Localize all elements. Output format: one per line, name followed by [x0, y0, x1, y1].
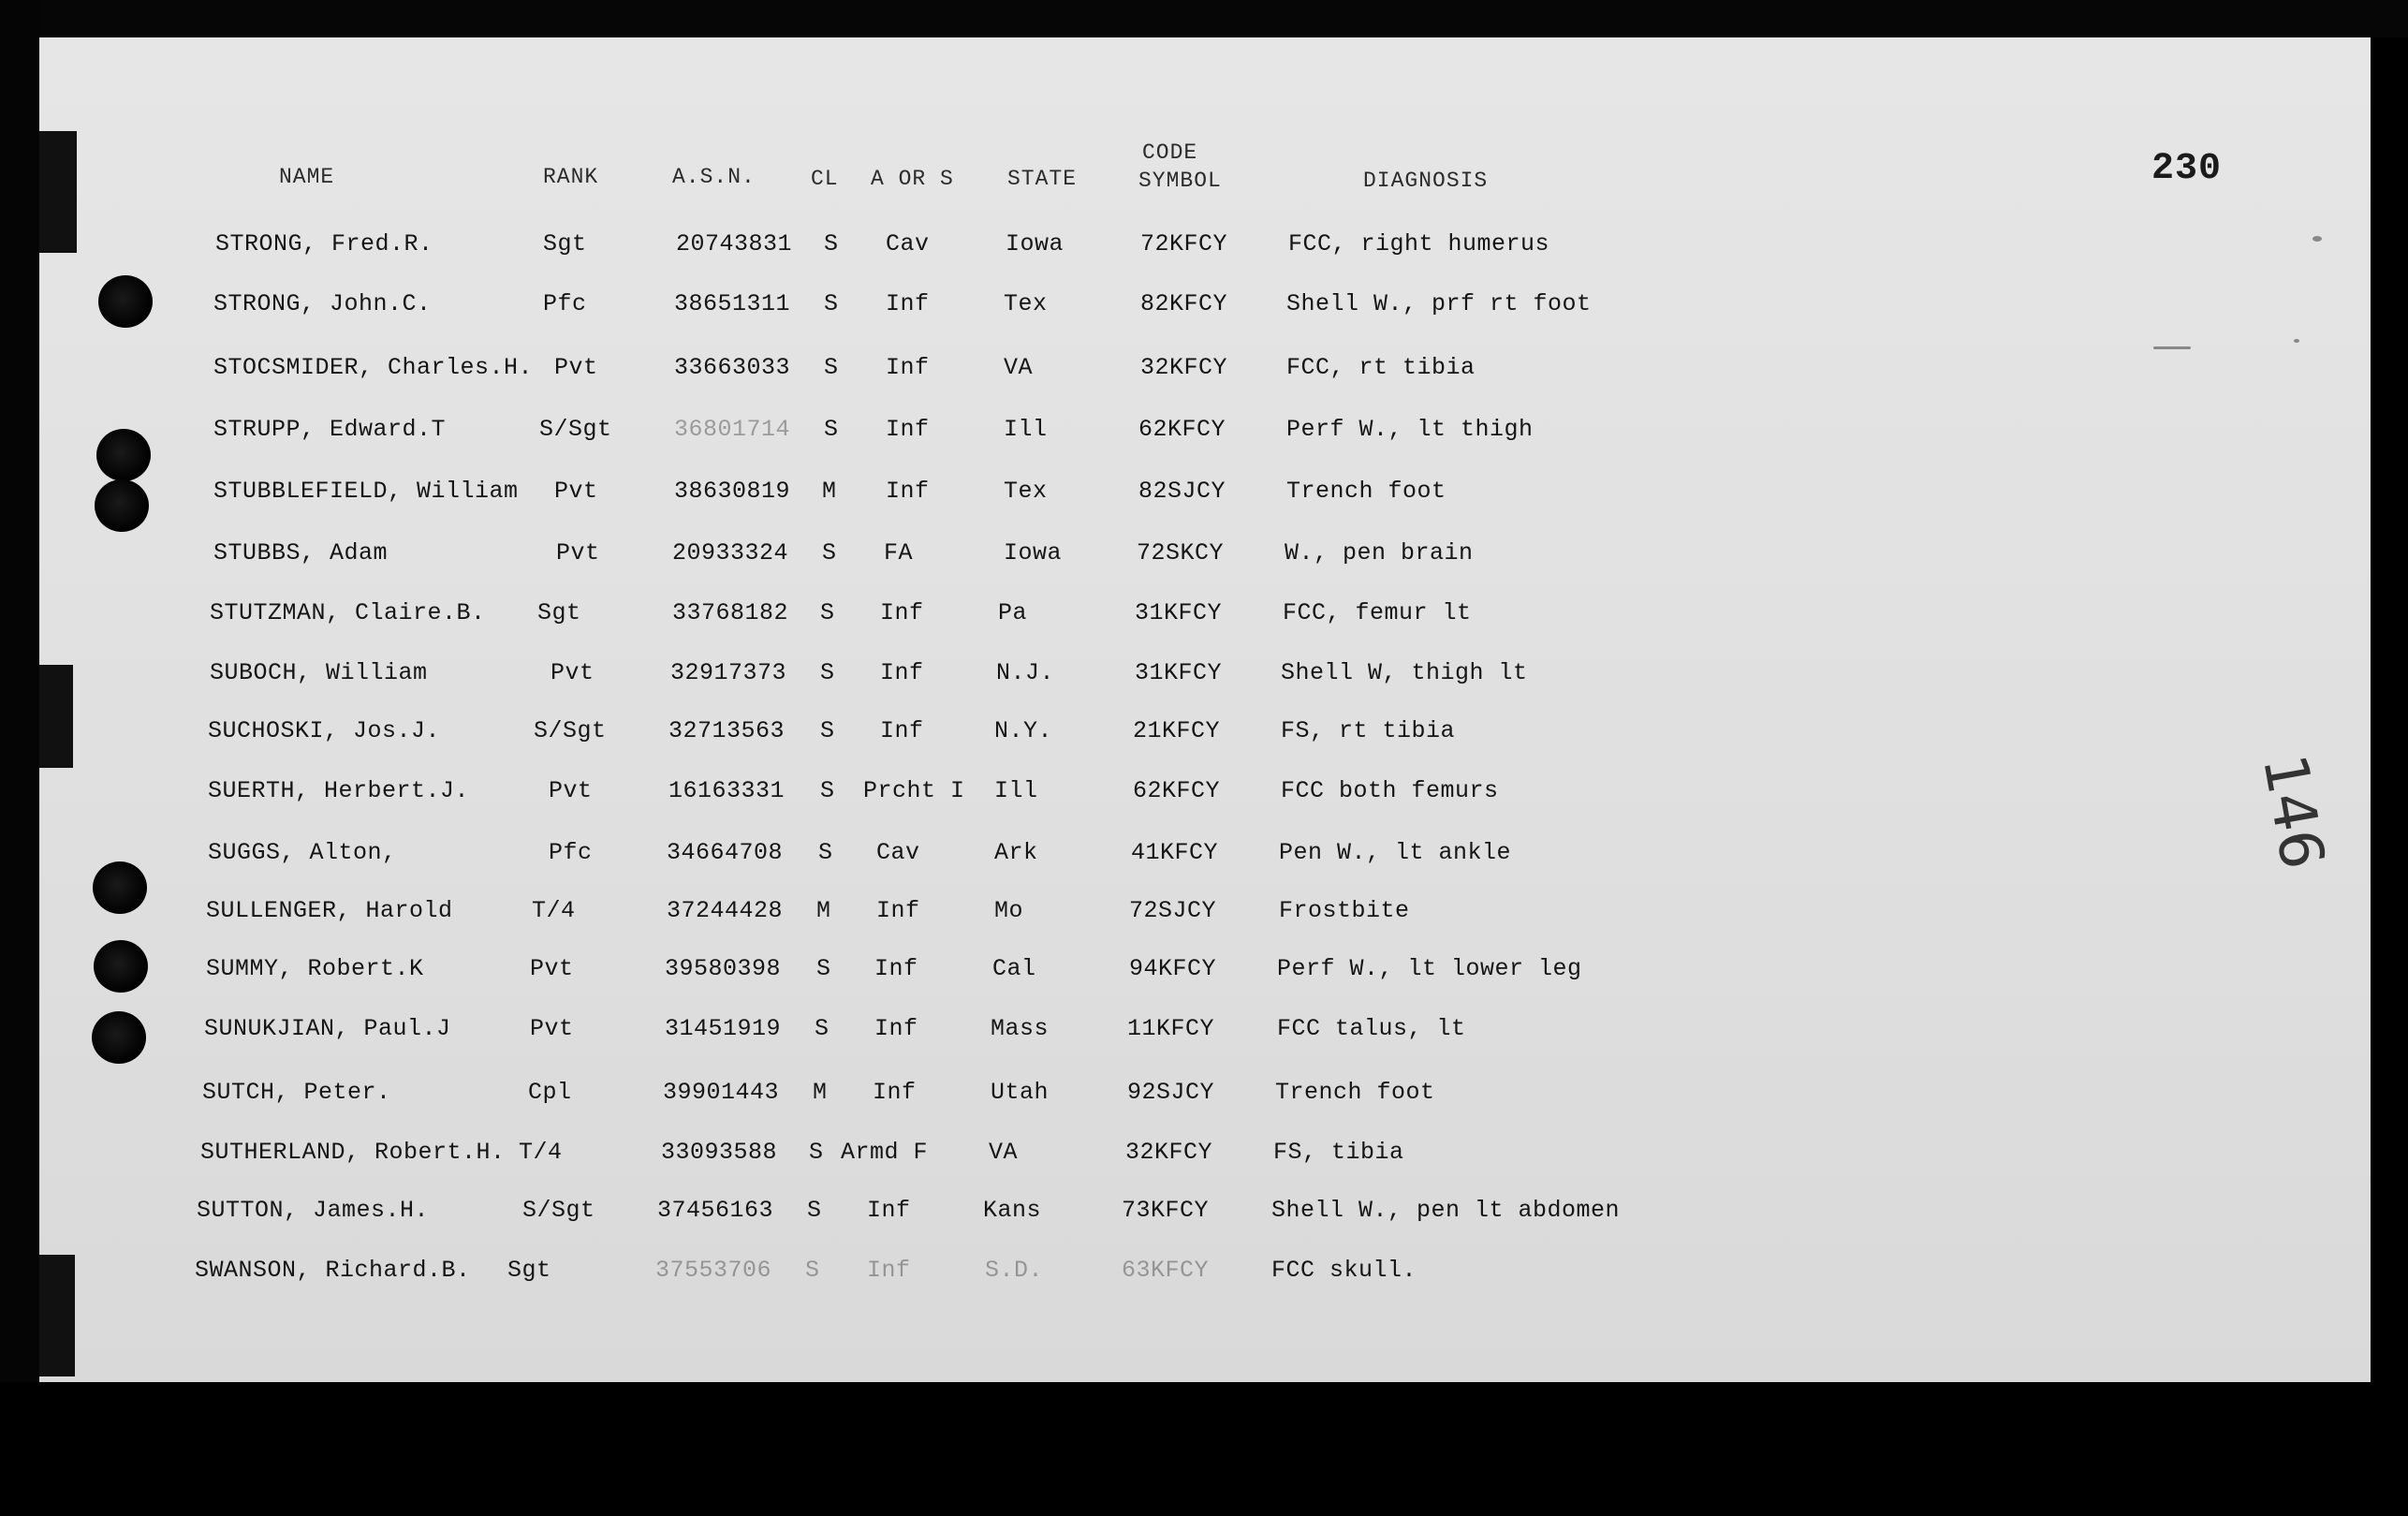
cell-diagnosis: Shell W., pen lt abdomen — [1271, 1197, 1621, 1224]
handwritten-note: 146 — [2249, 749, 2338, 875]
cell-name: SUCHOSKI, Jos.J. — [208, 717, 441, 744]
cell-name: STOCSMIDER, Charles.H. — [213, 354, 534, 381]
cell-cl: S — [818, 839, 833, 866]
cell-cl: S — [824, 354, 839, 381]
cell-state: Tex — [1004, 290, 1048, 317]
cell-name: SUBOCH, William — [210, 659, 428, 686]
cell-a-or-s: Inf — [880, 659, 924, 686]
cell-code: 92SJCY — [1127, 1079, 1215, 1106]
cell-diagnosis: Trench foot — [1275, 1079, 1435, 1106]
cell-cl: M — [822, 478, 837, 505]
cell-a-or-s: Inf — [867, 1257, 911, 1284]
table-row — [39, 717, 2371, 755]
cell-rank: T/4 — [532, 897, 576, 924]
cell-name: SULLENGER, Harold — [206, 897, 453, 924]
cell-diagnosis: Trench foot — [1286, 478, 1446, 505]
cell-diagnosis: FCC talus, lt — [1277, 1015, 1466, 1042]
cell-name: STRONG, Fred.R. — [215, 230, 433, 258]
cell-a-or-s: Cav — [876, 839, 920, 866]
cell-rank: S/Sgt — [539, 416, 612, 443]
cell-rank: Pvt — [556, 539, 600, 567]
table-row — [39, 1079, 2371, 1116]
cell-a-or-s: Inf — [886, 354, 930, 381]
cell-cl: S — [824, 290, 839, 317]
cell-cl: S — [805, 1257, 820, 1284]
table-row — [39, 416, 2371, 453]
cell-a-or-s: Inf — [880, 717, 924, 744]
cell-state: N.Y. — [994, 717, 1053, 744]
cell-state: VA — [1004, 354, 1034, 381]
cell-code: 72SJCY — [1129, 897, 1217, 924]
cell-rank: Sgt — [543, 230, 587, 258]
dust-speck — [2153, 346, 2191, 349]
page-number: 230 — [2151, 148, 2223, 190]
table-row — [39, 839, 2371, 876]
table-row — [39, 599, 2371, 637]
cell-name: SUTTON, James.H. — [197, 1197, 430, 1224]
table-row — [39, 354, 2371, 391]
cell-rank: Pvt — [554, 354, 598, 381]
header-diagnosis: DIAGNOSIS — [1363, 169, 1489, 193]
table-row — [39, 1139, 2371, 1176]
cell-name: SUMMY, Robert.K — [206, 955, 424, 982]
cell-cl: S — [824, 230, 839, 258]
cell-asn: 38651311 — [674, 290, 791, 317]
cell-name: SUGGS, Alton, — [208, 839, 397, 866]
cell-name: STUBBLEFIELD, William — [213, 478, 519, 505]
table-row — [39, 1197, 2371, 1234]
cell-a-or-s: Inf — [876, 897, 920, 924]
cell-a-or-s: Inf — [874, 1015, 918, 1042]
table-row — [39, 539, 2371, 577]
cell-rank: Pfc — [543, 290, 587, 317]
table-row — [39, 659, 2371, 697]
cell-diagnosis: Shell W., prf rt foot — [1286, 290, 1592, 317]
cell-name: STRUPP, Edward.T — [213, 416, 447, 443]
cell-code: 94KFCY — [1129, 955, 1217, 982]
table-row — [39, 230, 2371, 268]
cell-cl: S — [824, 416, 839, 443]
cell-rank: S/Sgt — [534, 717, 607, 744]
cell-code: 62KFCY — [1133, 777, 1221, 804]
cell-cl: S — [820, 659, 835, 686]
cell-diagnosis: Perf W., lt thigh — [1286, 416, 1534, 443]
cell-cl: S — [820, 777, 835, 804]
cell-asn: 37456163 — [657, 1197, 774, 1224]
cell-cl: S — [807, 1197, 822, 1224]
cell-state: VA — [989, 1139, 1019, 1166]
cell-asn: 36801714 — [674, 416, 791, 443]
table-row — [39, 897, 2371, 935]
header-asn: A.S.N. — [672, 165, 756, 189]
cell-a-or-s: Cav — [886, 230, 930, 258]
cell-a-or-s: Prcht I — [863, 777, 965, 804]
cell-asn: 37553706 — [655, 1257, 772, 1284]
record-card — [39, 37, 2371, 1382]
cell-state: Tex — [1004, 478, 1048, 505]
cell-cl: M — [816, 897, 831, 924]
table-row — [39, 478, 2371, 515]
cell-rank: Pvt — [551, 659, 595, 686]
cell-state: Iowa — [1004, 539, 1063, 567]
cell-cl: S — [822, 539, 837, 567]
cell-rank: Pfc — [549, 839, 593, 866]
cell-state: Pa — [998, 599, 1028, 626]
cell-diagnosis: W., pen brain — [1285, 539, 1474, 567]
cell-asn: 39580398 — [665, 955, 782, 982]
cell-asn: 33093588 — [661, 1139, 778, 1166]
cell-state: Kans — [983, 1197, 1042, 1224]
cell-code: 62KFCY — [1138, 416, 1226, 443]
table-row — [39, 290, 2371, 328]
cell-asn: 31451919 — [665, 1015, 782, 1042]
cell-code: 32KFCY — [1125, 1139, 1213, 1166]
cell-code: 72SKCY — [1137, 539, 1225, 567]
cell-name: SUERTH, Herbert.J. — [208, 777, 470, 804]
cell-diagnosis: FCC both femurs — [1281, 777, 1499, 804]
cell-diagnosis: FS, tibia — [1273, 1139, 1404, 1166]
top-border — [0, 0, 2408, 37]
cell-rank: Pvt — [554, 478, 598, 505]
cell-rank: T/4 — [519, 1139, 563, 1166]
cell-diagnosis: FCC, rt tibia — [1286, 354, 1476, 381]
cell-code: 41KFCY — [1131, 839, 1219, 866]
cell-state: Ill — [994, 777, 1038, 804]
cell-a-or-s: Armd F — [841, 1139, 929, 1166]
cell-a-or-s: Inf — [886, 416, 930, 443]
cell-asn: 34664708 — [667, 839, 784, 866]
cell-rank: Pvt — [549, 777, 593, 804]
cell-rank: Sgt — [537, 599, 581, 626]
cell-asn: 33768182 — [672, 599, 789, 626]
cell-cl: M — [813, 1079, 828, 1106]
table-row — [39, 1257, 2371, 1294]
cell-rank: Cpl — [528, 1079, 572, 1106]
cell-a-or-s: Inf — [874, 955, 918, 982]
cell-diagnosis: FCC, right humerus — [1288, 230, 1550, 258]
dust-speck — [2294, 339, 2299, 343]
cell-name: STRONG, John.C. — [213, 290, 432, 317]
cell-state: Ark — [994, 839, 1038, 866]
cell-rank: S/Sgt — [522, 1197, 595, 1224]
cell-code: 82KFCY — [1140, 290, 1228, 317]
cell-code: 73KFCY — [1122, 1197, 1210, 1224]
cell-a-or-s: Inf — [867, 1197, 911, 1224]
cell-name: STUBBS, Adam — [213, 539, 389, 567]
cell-code: 31KFCY — [1135, 599, 1223, 626]
table-row — [39, 955, 2371, 993]
cell-state: N.J. — [996, 659, 1055, 686]
cell-asn: 39901443 — [663, 1079, 780, 1106]
cell-asn: 38630819 — [674, 478, 791, 505]
cell-a-or-s: Inf — [886, 478, 930, 505]
cell-state: Cal — [992, 955, 1036, 982]
cell-rank: Sgt — [507, 1257, 551, 1284]
header-code: CODE — [1142, 140, 1198, 165]
cell-name: SUNUKJIAN, Paul.J — [204, 1015, 451, 1042]
cell-cl: S — [820, 599, 835, 626]
cell-rank: Pvt — [530, 955, 574, 982]
left-border — [0, 0, 39, 1516]
cell-state: Utah — [991, 1079, 1050, 1106]
cell-state: S.D. — [985, 1257, 1044, 1284]
cell-rank: Pvt — [530, 1015, 574, 1042]
cell-asn: 37244428 — [667, 897, 784, 924]
cell-name: STUTZMAN, Claire.B. — [210, 599, 486, 626]
header-cl: CL — [811, 167, 839, 191]
cell-asn: 20933324 — [672, 539, 789, 567]
cell-diagnosis: Perf W., lt lower leg — [1277, 955, 1582, 982]
cell-name: SUTCH, Peter. — [202, 1079, 391, 1106]
header-name: NAME — [279, 165, 335, 189]
table-row — [39, 1015, 2371, 1052]
cell-name: SUTHERLAND, Robert.H. — [200, 1139, 506, 1166]
cell-cl: S — [809, 1139, 824, 1166]
cell-asn: 32917373 — [670, 659, 787, 686]
header-symbol: SYMBOL — [1138, 169, 1222, 193]
cell-state: Iowa — [1006, 230, 1065, 258]
cell-code: 32KFCY — [1140, 354, 1228, 381]
cell-code: 63KFCY — [1122, 1257, 1210, 1284]
cell-code: 82SJCY — [1138, 478, 1226, 505]
cell-diagnosis: FCC skull. — [1271, 1257, 1417, 1284]
cell-a-or-s: FA — [884, 539, 914, 567]
cell-diagnosis: Frostbite — [1279, 897, 1410, 924]
cell-asn: 16163331 — [668, 777, 786, 804]
cell-code: 31KFCY — [1135, 659, 1223, 686]
cell-a-or-s: Inf — [880, 599, 924, 626]
cell-code: 21KFCY — [1133, 717, 1221, 744]
cell-cl: S — [820, 717, 835, 744]
cell-asn: 20743831 — [676, 230, 793, 258]
cell-code: 72KFCY — [1140, 230, 1228, 258]
cell-diagnosis: FS, rt tibia — [1281, 717, 1456, 744]
cell-state: Ill — [1004, 416, 1048, 443]
cell-diagnosis: Pen W., lt ankle — [1279, 839, 1512, 866]
cell-state: Mass — [991, 1015, 1050, 1042]
cell-diagnosis: FCC, femur lt — [1283, 599, 1472, 626]
bottom-border — [0, 1382, 2408, 1516]
cell-name: SWANSON, Richard.B. — [195, 1257, 471, 1284]
cell-a-or-s: Inf — [873, 1079, 917, 1106]
cell-asn: 32713563 — [668, 717, 786, 744]
header-state: STATE — [1007, 167, 1078, 191]
cell-cl: S — [815, 1015, 830, 1042]
cell-a-or-s: Inf — [886, 290, 930, 317]
cell-cl: S — [816, 955, 831, 982]
cell-state: Mo — [994, 897, 1024, 924]
header-rank: RANK — [543, 165, 599, 189]
cell-code: 11KFCY — [1127, 1015, 1215, 1042]
cell-diagnosis: Shell W, thigh lt — [1281, 659, 1528, 686]
table-row — [39, 777, 2371, 815]
header-a-or-s: A OR S — [871, 167, 954, 191]
cell-asn: 33663033 — [674, 354, 791, 381]
